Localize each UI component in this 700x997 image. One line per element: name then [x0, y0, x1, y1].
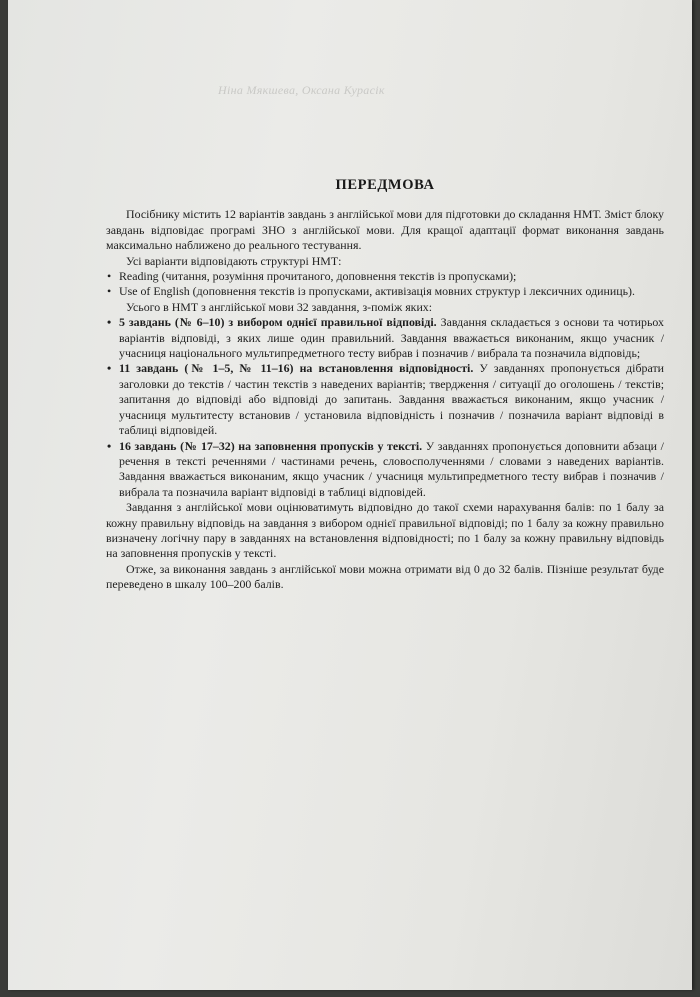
- scoring-paragraph: Завдання з англійської мови оцінюватимуть відповідно до такої схеми нарахування балів: по 1 балу за кожну правильну відповідь на завдання з вибором однієї правильної відповіді; по 1 балу за кожну правильно визначену логічну пару в завданнях на встановлення відповідності; по 1 балу за кожну правильну відповідь на заповнення пропусків у тексті.: [106, 500, 664, 561]
- page-title: ПЕРЕДМОВА: [335, 177, 435, 193]
- task-item-matching: [106, 361, 664, 438]
- tasks-lead: Усього в НМТ з англійської мови 32 завдання, з-поміж яких:: [126, 299, 433, 314]
- conclusion-paragraph: Отже, за виконання завдань з англійської мови можна отримати від 0 до 32 балів. Пізніше результат буде переведено в шкалу 100–200 балів.: [106, 561, 664, 592]
- preface-content: [106, 178, 664, 593]
- task-item-text: Завдання складається з основи та чотирьох варіантів відповіді, з яких лише один правильний. Завдання вважається виконаним, якщо учасник / учасниця національного мультипредметного тесту вибрав і позначив / вибрала та позначила відповідь;: [119, 315, 664, 361]
- tasks-list: [106, 315, 664, 500]
- task-item-gap-fill: [106, 439, 664, 501]
- intro-paragraph: Посібнику містить 12 варіантів завдань з англійської мови для підготовки до складання НМТ. Зміст блоку завдань відповідає програмі ЗНО з англійської мови. Для кращої адаптації формат виконання завдань максимально наближено до реального тестування.: [106, 207, 664, 253]
- task-item-text: У завданнях пропонується дібрати заголовки до текстів / частин текстів з наведених варіантів; твердження / ситуації до оголошень / текстів; запитання до відповіді або відповіді до запитань. Завдання вважається виконаним, якщо учасник / учасниця мультитесту встановив / установила відповідність і позначив / позначила варіант відповіді в таблиці відповідей.: [119, 361, 665, 438]
- task-item-multiple-choice: [106, 315, 664, 361]
- structure-list: [106, 269, 664, 300]
- task-item-heading: 11 завдань (№ 1–5, № 11–16) на встановлення відповідності.: [119, 361, 474, 376]
- document-page: [8, 0, 692, 990]
- task-item-text: У завданнях пропонується доповнити абзаци / речення в тексті реченнями / частинами речень, словосполученнями / словами з наведених варіантів. Завдання вважається виконаним, якщо учасник / учасниця мультипредметного тесту вибрав і позначив / вибрала та позначила варіант відповіді в таблиці відповідей.: [119, 438, 664, 499]
- structure-lead: Усі варіанти відповідають структурі НМТ:: [126, 253, 342, 268]
- structure-item-reading: • Reading (читання, розуміння прочитаного, доповнення текстів із пропусками);: [106, 269, 664, 284]
- task-item-heading: 5 завдань (№ 6–10) з вибором однієї правильної відповіді.: [119, 315, 437, 330]
- structure-item-use-of-english: • Use of English (доповнення текстів із пропусками, активізація мовних структур і лексичних одиниць).: [106, 284, 664, 299]
- task-item-heading: 16 завдань (№ 17–32) на заповнення пропусків у тексті.: [119, 438, 423, 453]
- bleed-through-header: Ніна Мякшева, Оксана Курасік: [218, 83, 385, 97]
